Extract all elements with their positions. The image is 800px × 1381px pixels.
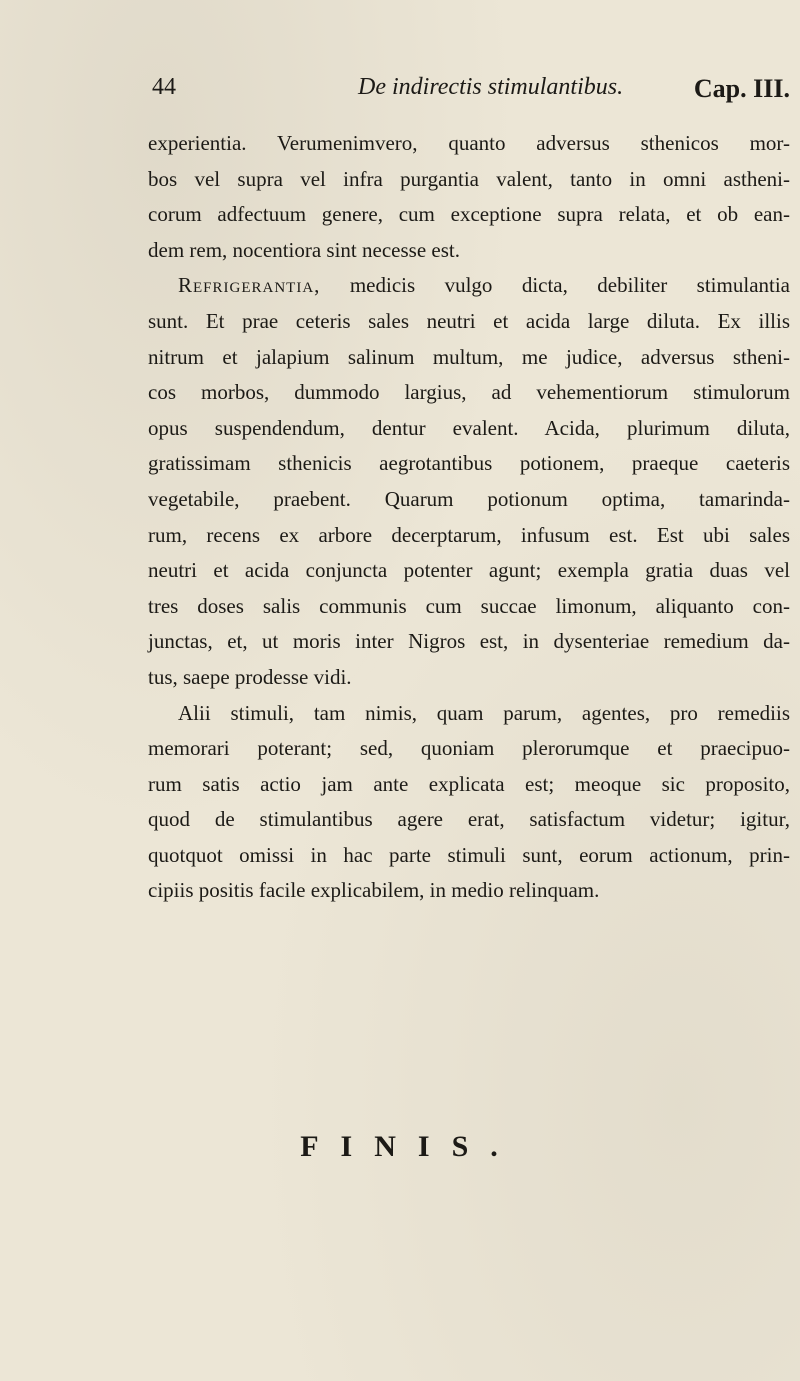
- text-line: quod de stimulantibus agere erat, satisfactum videtur; igitur,: [148, 807, 790, 832]
- finis-colophon: FINIS.: [300, 1130, 520, 1163]
- text-line: tres doses salis communis cum succae limonum, aliquanto con-: [148, 593, 790, 618]
- text-line: nitrum et jalapium salinum multum, me judice, adversus stheni-: [148, 344, 790, 369]
- text-line: Alii stimuli, tam nimis, quam parum, agentes, pro remediis: [178, 700, 790, 725]
- text-line: memorari poterant; sed, quoniam plerorumque et praecipuo-: [148, 736, 790, 761]
- body-text: [148, 126, 790, 909]
- text-line: tus, saepe prodesse vidi.: [148, 664, 352, 689]
- text-line-rest: medicis vulgo dicta, debiliter stimulantia: [349, 273, 790, 298]
- page-number: 44: [152, 74, 176, 100]
- text-line: neutri et acida conjuncta potenter agunt; exempla gratia duas vel: [148, 558, 790, 583]
- text-line: sunt. Et prae ceteris sales neutri et acida large diluta. Ex illis: [148, 308, 790, 333]
- paragraph-opening-line: [148, 268, 790, 304]
- text-line: quotquot omissi in hac parte stimuli sunt, eorum actionum, prin-: [148, 842, 790, 867]
- text-line: cos morbos, dummodo largius, ad vehementiorum stimulorum: [148, 380, 790, 405]
- text-line: junctas, et, ut moris inter Nigros est, in dysenteriae remedium da-: [148, 629, 790, 654]
- text-line: opus suspendendum, dentur evalent. Acida, plurimum diluta,: [148, 415, 790, 440]
- text-line: bos vel supra vel infra purgantia valent, tanto in omni astheni-: [148, 166, 790, 191]
- text-line: dem rem, nocentiora sint necesse est.: [148, 237, 460, 262]
- text-line: vegetabile, praebent. Quarum potionum optima, tamarinda-: [148, 486, 790, 511]
- text-line: gratissimam sthenicis aegrotantibus potionem, praeque caeteris: [148, 451, 790, 476]
- text-line: rum satis actio jam ante explicata est; meoque sic proposito,: [148, 771, 790, 796]
- lead-word: Refrigerantia,: [178, 273, 321, 298]
- running-title: De indirectis stimulantibus.: [358, 74, 624, 100]
- text-line: cipiis positis facile explicabilem, in medio relinquam.: [148, 878, 600, 903]
- text-line: rum, recens ex arbore decerptarum, infusum est. Est ubi sales: [148, 522, 790, 547]
- running-header: [148, 74, 790, 108]
- text-line: corum adfectuum genere, cum exceptione supra relata, et ob ean-: [148, 202, 790, 227]
- text-line: experientia. Verumenimvero, quanto adversus sthenicos mor-: [148, 131, 790, 155]
- chapter-label: Cap. III.: [693, 74, 790, 103]
